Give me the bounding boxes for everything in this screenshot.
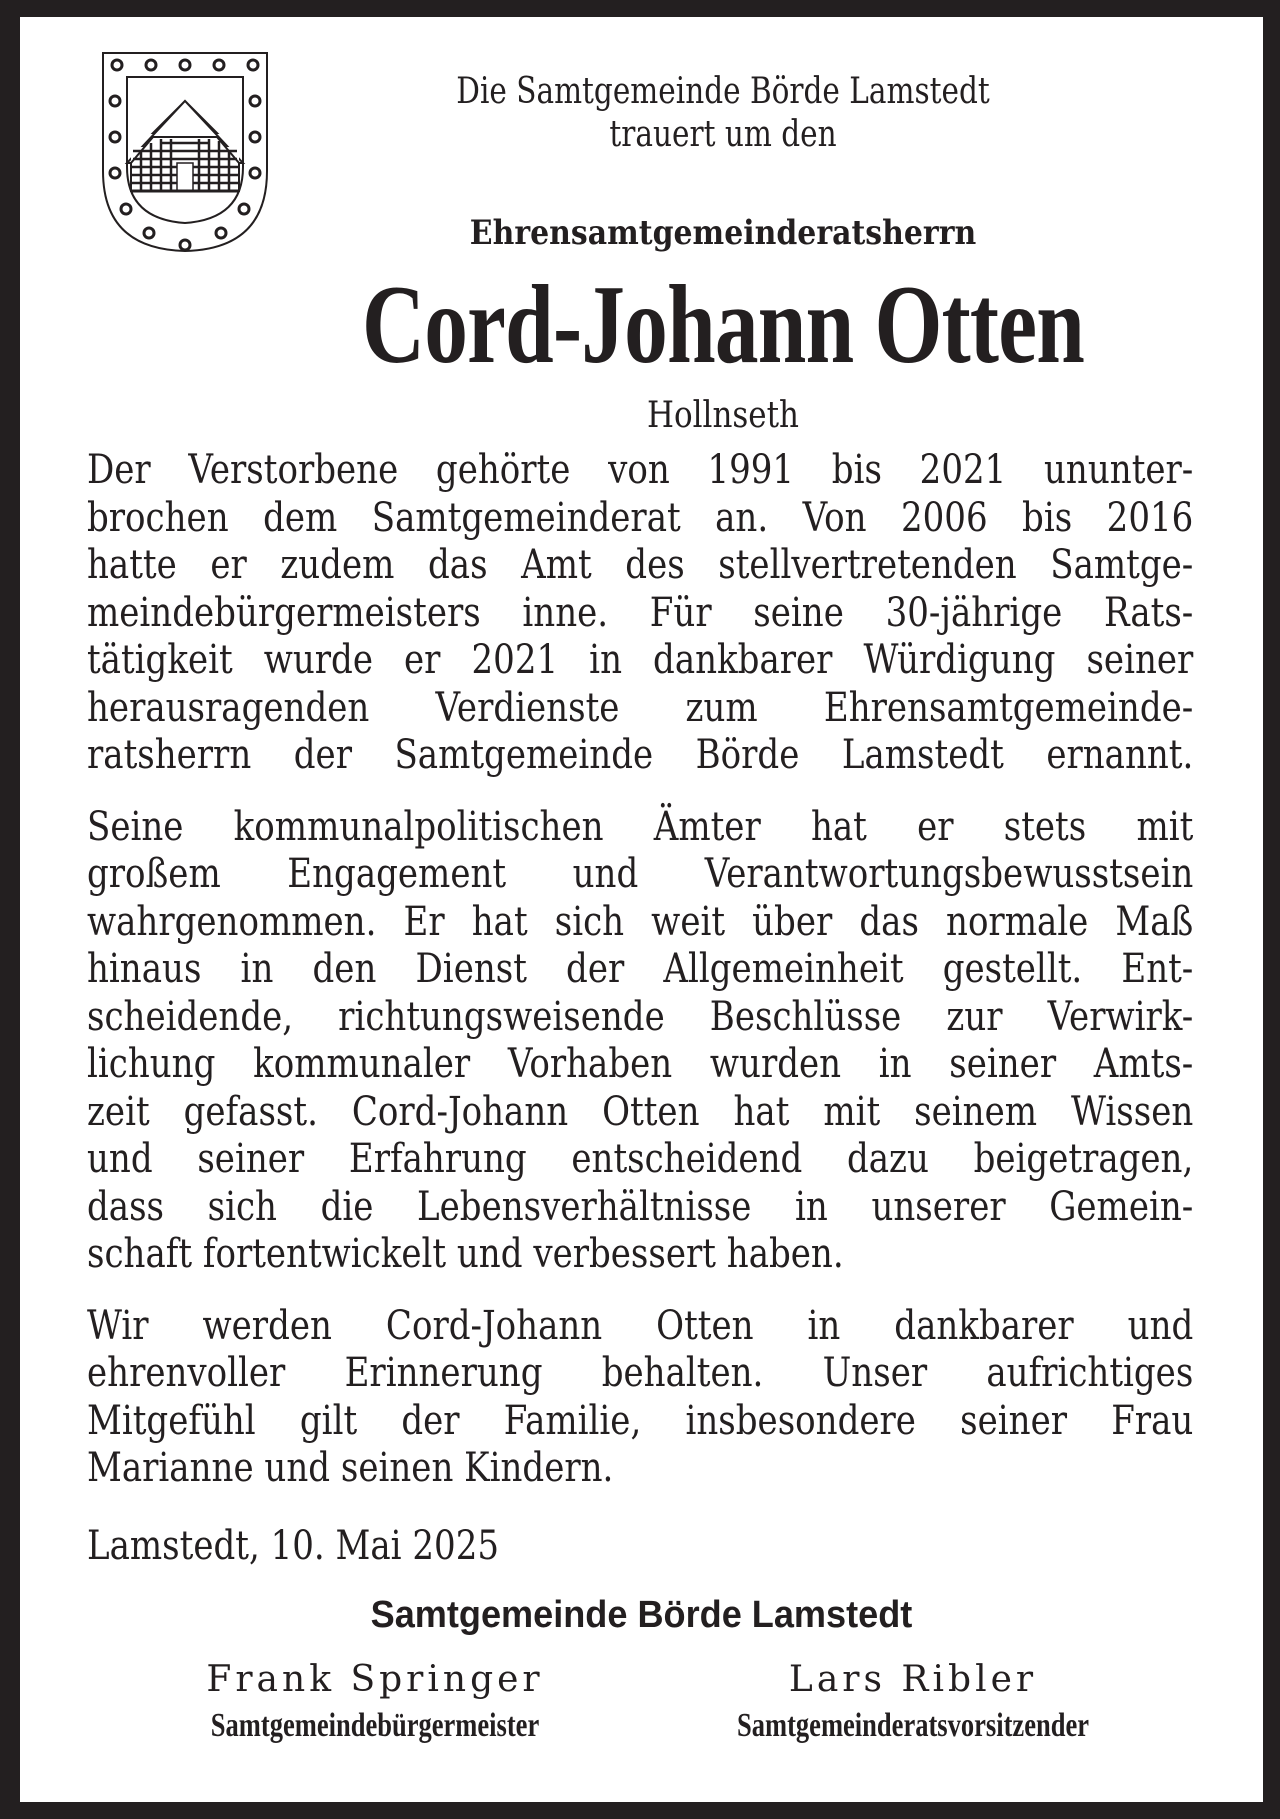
body-line: meindebürgermeisters inne. Für seine 30-jährige Rats- (87, 589, 1194, 636)
signer-1-title: Samtgemeindebürgermeister (210, 1707, 540, 1744)
body-line: Der Verstorbene gehörte von 1991 bis 2021 ununter- (87, 447, 1194, 493)
body-line: brochen dem Samtgemeinderat an. Von 2006 bis 2016 (87, 494, 1194, 541)
organization-name: Samtgemeinde Börde Lamstedt (370, 1594, 913, 1636)
signer-2-name: Lars Ribler (788, 1659, 1038, 1700)
body-line: und seiner Erfahrung entscheidend dazu beigetragen, (87, 1136, 1194, 1182)
paragraph-3 (87, 1303, 1193, 1493)
body-line: schaft fortentwickelt und verbessert haben. (87, 1231, 844, 1277)
paragraph-1 (87, 447, 1193, 780)
body-line: hatte er zudem das Amt des stellvertretenden Samtge- (87, 542, 1194, 588)
obituary-body (87, 447, 1193, 1493)
signer-2-title: Samtgemeinderatsvorsitzender (736, 1707, 1090, 1744)
body-line: dass sich die Lebensverhältnisse in unserer Gemein- (87, 1183, 1194, 1230)
body-line: Marianne und seinen Kindern. (87, 1445, 614, 1491)
body-line: ehrenvoller Erinnerung behalten. Unser aufrichtiges (87, 1350, 1194, 1396)
body-line: hinaus in den Dienst der Allgemeinheit gestellt. Ent- (87, 946, 1194, 992)
body-line: ratsherrn der Samtgemeinde Börde Lamstedt ernannt. (87, 732, 1194, 778)
body-line: scheidende, richtungsweisende Beschlüsse zur Verwirk- (87, 993, 1194, 1040)
honorific-title: Ehrensamtgemeinderatsherrn (469, 213, 977, 253)
body-line: großem Engagement und Verantwortungsbewusstsein (87, 851, 1194, 897)
body-line: wahrgenommen. Er hat sich weit über das normale Maß (87, 898, 1194, 945)
body-line: zeit gefasst. Cord-Johann Otten hat mit seinem Wissen (87, 1088, 1194, 1135)
signer-1-name: Frank Springer (206, 1659, 544, 1700)
body-line: lichung kommunaler Vorhaben wurden in seiner Amts- (87, 1041, 1194, 1087)
body-line: Seine kommunalpolitischen Ämter hat er stets mit (87, 803, 1194, 850)
body-line: herausragenden Verdienste zum Ehrensamtgemeinde- (87, 684, 1194, 731)
date-line: Lamstedt, 10. Mai 2025 (87, 1523, 500, 1569)
body-line: tätigkeit wurde er 2021 in dankbarer Würdigung seiner (87, 637, 1194, 683)
body-line: Mitgefühl gilt der Familie, insbesondere seiner Frau (87, 1397, 1194, 1444)
body-line: Wir werden Cord-Johann Otten in dankbarer und (87, 1302, 1194, 1349)
obituary-notice (20, 17, 1263, 1802)
intro-line-1: Die Samtgemeinde Börde Lamstedt (456, 71, 990, 112)
hometown: Hollnseth (647, 395, 799, 436)
intro-line-2: trauert um den (609, 114, 837, 155)
paragraph-2 (87, 804, 1193, 1279)
deceased-name: Cord-Johann Otten (361, 263, 1085, 387)
